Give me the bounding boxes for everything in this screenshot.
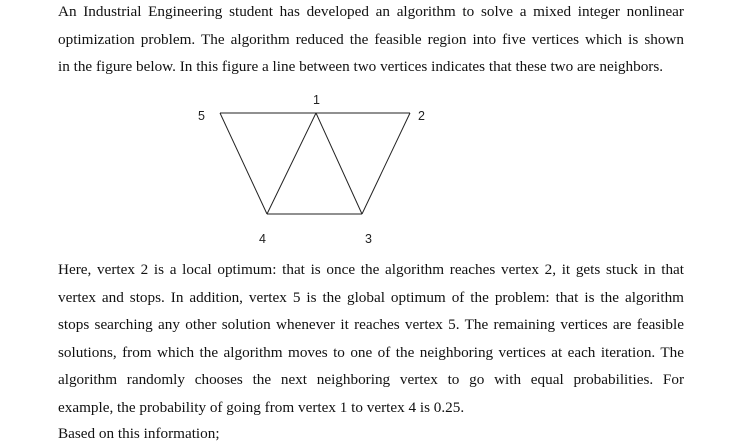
vertex-label-5: 5 xyxy=(198,109,205,123)
body-line: stops searching any other solution whenever it reaches vertex 5. The remaining vertices are feasible xyxy=(58,316,684,333)
vertex-label-4: 4 xyxy=(259,232,266,246)
closing-line: Based on this information; xyxy=(58,425,220,442)
edge-1-3 xyxy=(316,113,362,214)
vertex-label-2: 2 xyxy=(418,109,425,123)
edge-5-4 xyxy=(220,113,267,214)
body-line: example, the probability of going from vertex 1 to vertex 4 is 0.25. xyxy=(58,398,465,416)
intro-line: An Industrial Engineering student has developed an algorithm to solve a mixed integer nonlinear xyxy=(58,3,684,20)
intro-line: in the figure below. In this figure a line between two vertices indicates that these two are neighbors. xyxy=(58,58,664,75)
edge-1-4 xyxy=(267,113,316,214)
vertex-label-3: 3 xyxy=(365,232,372,246)
body-line: algorithm randomly chooses the next neighboring vertex to go with equal probabilities. For xyxy=(58,371,684,388)
edge-3-2 xyxy=(362,113,410,214)
body-paragraph xyxy=(58,260,684,425)
vertex-label-1: 1 xyxy=(313,93,320,107)
body-line: vertex and stops. In addition, vertex 5 is the global optimum of the problem: that is the algorithm xyxy=(58,288,684,306)
body-line: Here, vertex 2 is a local optimum: that is once the algorithm reaches vertex 2, it gets stuck in that xyxy=(58,261,684,278)
intro-line: optimization problem. The algorithm reduced the feasible region into five vertices which is shown xyxy=(58,30,684,48)
body-line: solutions, from which the algorithm moves to one of the neighboring vertices at each iteration. The xyxy=(58,343,684,361)
